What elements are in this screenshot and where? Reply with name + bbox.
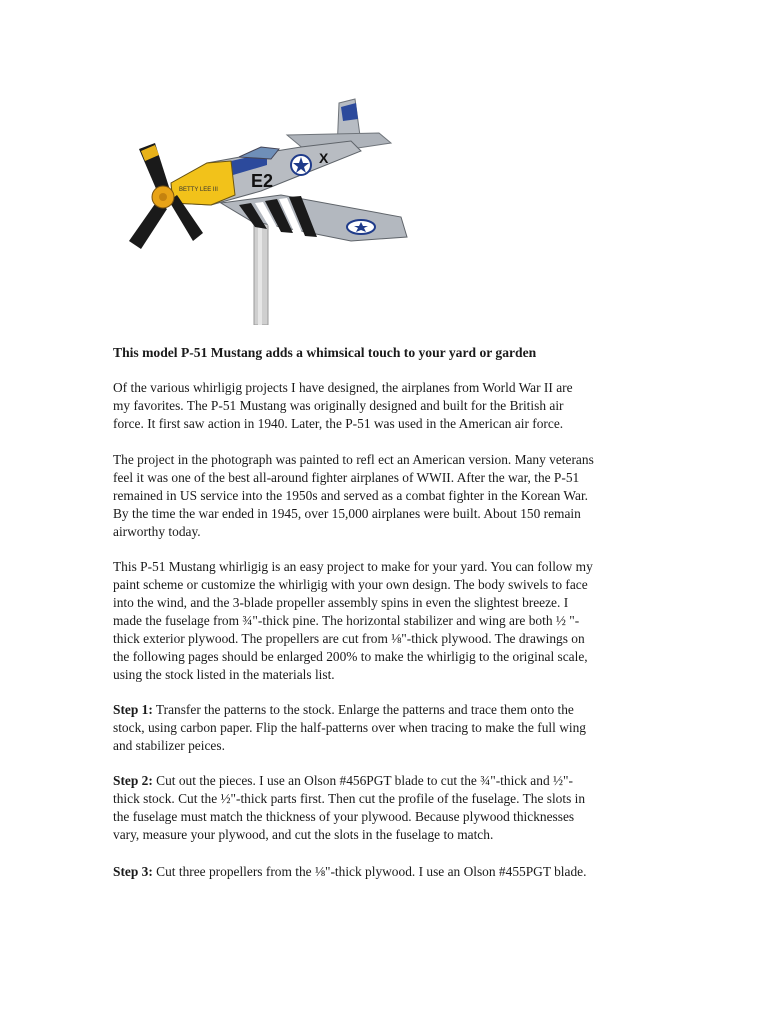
tail-letter-text: X — [319, 150, 329, 166]
step-3 — [113, 863, 658, 881]
step-text: Transfer the patterns to the stock. Enlarge the patterns and trace them onto the — [152, 702, 574, 717]
paragraph-history — [113, 451, 658, 541]
airplane-illustration — [111, 91, 411, 325]
step-line — [113, 701, 658, 719]
paragraph-line: my favorites. The P-51 Mustang was originally designed and built for the British air — [113, 398, 564, 413]
photo-caption: This model P-51 Mustang adds a whimsical touch to your yard or garden — [113, 345, 537, 360]
step-line: vary, measure your plywood, and cut the slots in the fuselage to match. — [113, 827, 494, 842]
step-text: Cut three propellers from the ⅛"-thick plywood. I use an Olson #455PGT blade. — [152, 864, 587, 879]
step-line: stock, using carbon paper. Flip the half-patterns over when tracing to make the full wing — [113, 720, 587, 735]
step-label: Step 3: — [113, 864, 153, 879]
canopy — [239, 147, 279, 159]
paragraph-line: Of the various whirligig projects I have designed, the airplanes from World War II are — [113, 380, 573, 395]
paragraph-line: into the wind, and the 3-blade propeller assembly spins in even the slightest breeze. I — [113, 595, 569, 610]
step-label: Step 1: — [113, 702, 153, 717]
p51-mustang-whirligig-photo — [111, 91, 411, 325]
paragraph-line: thick exterior plywood. The propellers are cut from ⅛"-thick plywood. The drawings on — [113, 631, 585, 646]
paragraph-line: The project in the photograph was painted to refl ect an American version. Many veterans — [113, 452, 594, 467]
pole-highlight — [258, 211, 262, 325]
paragraph-project — [113, 558, 658, 684]
tail-code-text: E2 — [251, 171, 274, 191]
paragraph-line: By the time the war ended in 1945, over 15,000 airplanes were built. About 150 remain — [113, 506, 581, 521]
paragraph-line: feel it was one of the best all-around fighter airplanes of WWII. After the war, the P-51 — [113, 470, 580, 485]
paragraph-line: force. It first saw action in 1940. Later, the P-51 was used in the American air force. — [113, 416, 564, 431]
step-line: thick stock. Cut the ½"-thick parts first. Then cut the profile of the fuselage. The slots in — [113, 791, 586, 806]
paragraph-intro — [113, 379, 658, 433]
step-line: and stabilizer peices. — [113, 738, 225, 753]
step-line — [113, 772, 658, 790]
step-2 — [113, 772, 658, 844]
step-line: the fuselage must match the thickness of your plywood. Because plywood thicknesses — [113, 809, 575, 824]
paragraph-line: airworthy today. — [113, 524, 201, 539]
paragraph-line: paint scheme or customize the whirligig with your own design. The body swivels to face — [113, 577, 588, 592]
step-1 — [113, 701, 658, 755]
paragraph-line: This P-51 Mustang whirligig is an easy project to make for your yard. You can follow my — [113, 559, 593, 574]
paragraph-line: made the fuselage from ¾"-thick pine. The horizontal stabilizer and wing are both ½ "- — [113, 613, 580, 628]
step-text: Cut out the pieces. I use an Olson #456PGT blade to cut the ¾"-thick and ½"- — [152, 773, 573, 788]
paragraph-line: remained in US service into the 1950s and served as a combat fighter in the Korean War. — [113, 488, 589, 503]
step-line — [113, 863, 658, 881]
propeller-hub-center — [159, 193, 167, 201]
paragraph-line: the following pages should be enlarged 200% to make the whirligig to the original scale, — [113, 649, 588, 664]
paragraph-line: using the stock listed in the materials list. — [113, 667, 335, 682]
yellow-nose — [171, 161, 235, 205]
nose-name-text: BETTY LEE III — [179, 187, 218, 193]
step-label: Step 2: — [113, 773, 153, 788]
